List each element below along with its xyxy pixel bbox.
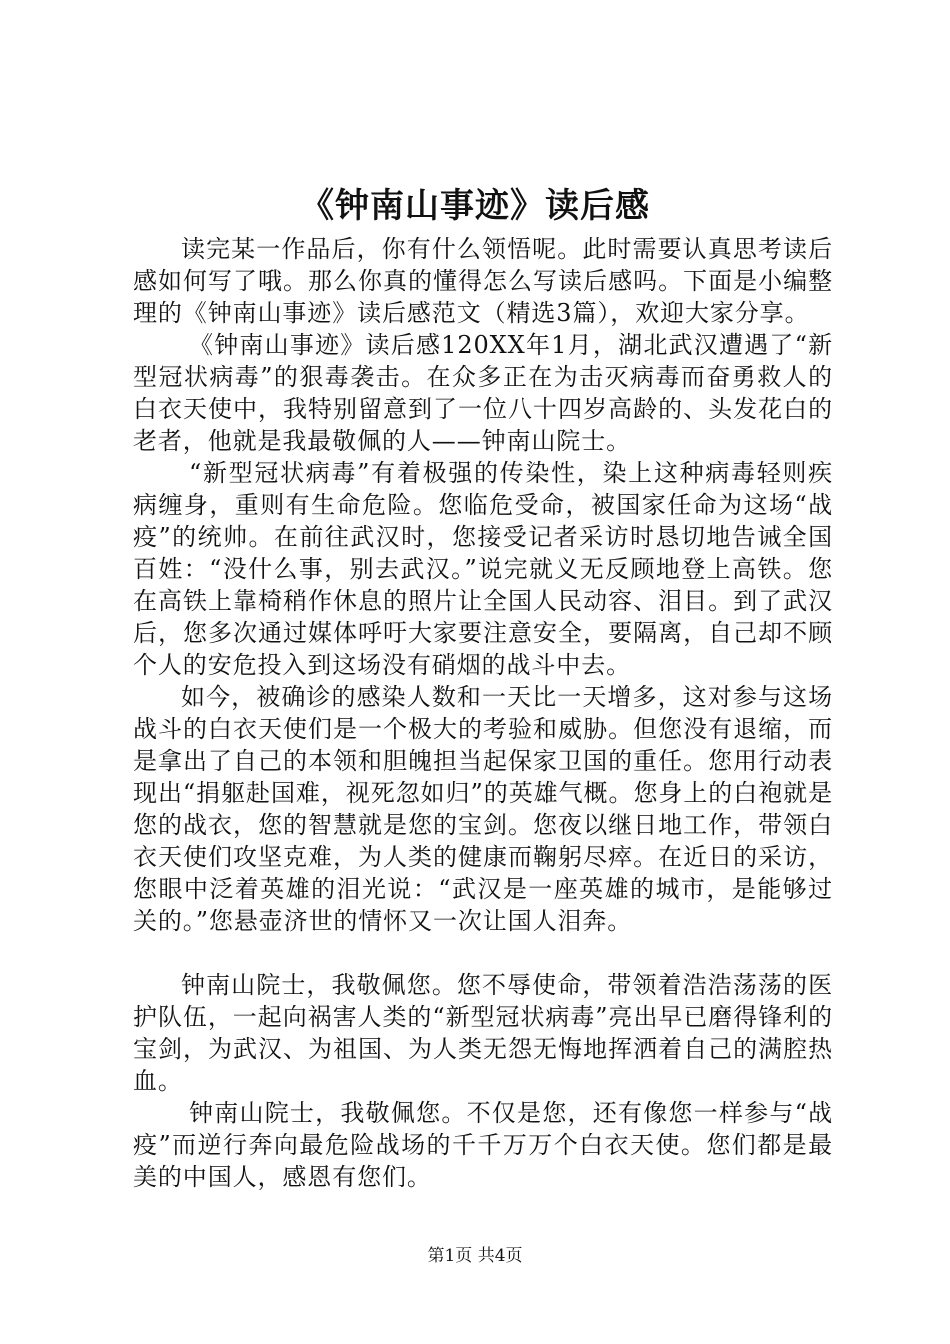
page-footer: 第1页 共4页 xyxy=(427,1246,523,1266)
document-title: 《钟南山事迹》读后感 xyxy=(300,186,650,226)
paragraph-2: “新型冠状病毒”有着极强的传染性，染上这种病毒轻则疾病缠身，重则有生命危险。您临危受命，被国家任命为这场“战疫”的统帅。在前往武汉时，您接受记者采访时恳切地告诫全国百姓：“没什么事，别去武汉。”说完就义无反顾地登上高铁。您在高铁上靠椅稍作休息的照片让全国人民动容、泪目。到了武汉后，您多次通过媒体呼吁大家要注意安全，要隔离，自己却不顾个人的安危投入到这场没有硝烟的战斗中去。 xyxy=(133,459,833,679)
paragraph-5: 钟南山院士，我敬佩您。不仅是您，还有像您一样参与“战疫”而逆行奔向最危险战场的千千万万个白衣天使。您们都是最美的中国人，感恩有您们。 xyxy=(133,1099,833,1191)
paragraph-4: 钟南山院士，我敬佩您。您不辱使命，带领着浩浩荡荡的医护队伍，一起向祸害人类的“新型冠状病毒”亮出早已磨得锋利的宝剑，为武汉、为祖国、为人类无怨无悔地挥洒着自己的满腔热血。 xyxy=(133,971,833,1095)
paragraph-3: 如今，被确诊的感染人数和一天比一天增多，这对参与这场战斗的白衣天使们是一个极大的考验和威胁。但您没有退缩，而是拿出了自己的本领和胆魄担当起保家卫国的重任。您用行动表现出“捐躯赴国难，视死忽如归”的英雄气概。您身上的白袍就是您的战衣，您的智慧就是您的宝剑。您夜以继日地工作，带领白衣天使们攻坚克难，为人类的健康而鞠躬尽瘁。在近日的采访，您眼中泛着英雄的泪光说：“武汉是一座英雄的城市，是能够过关的。”您悬壶济世的情怀又一次让国人泪奔。 xyxy=(133,683,833,935)
paragraph-intro: 读完某一作品后，你有什么领悟呢。此时需要认真思考读后感如何写了哦。那么你真的懂得怎么写读后感吗。下面是小编整理的《钟南山事迹》读后感范文（精选3篇），欢迎大家分享。 xyxy=(133,235,833,327)
paragraph-1: 《钟南山事迹》读后感120XX年1月，湖北武汉遭遇了“新型冠状病毒”的狠毒袭击。在众多正在为击灭病毒而奋勇救人的白衣天使中，我特别留意到了一位八十四岁高龄的、头发花白的老者，他就是我最敬佩的人——钟南山院士。 xyxy=(133,331,833,455)
document-body xyxy=(133,233,833,1193)
paragraph-spacer xyxy=(133,937,833,969)
